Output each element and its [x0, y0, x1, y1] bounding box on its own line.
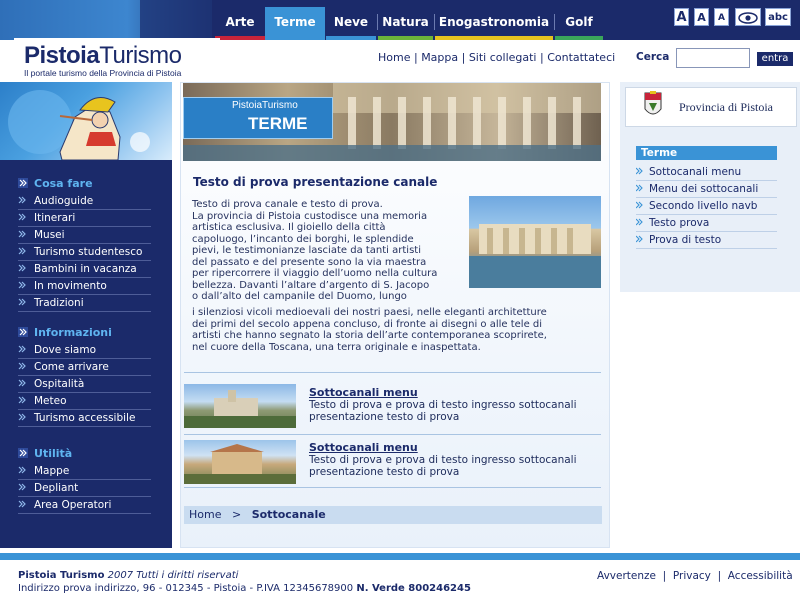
- right-menu-label: Testo prova: [649, 217, 710, 229]
- header-links: Home | Mappa | Siti collegati | Contattateci: [378, 51, 616, 64]
- high-contrast-button[interactable]: [735, 8, 761, 26]
- font-size-medium-label: A: [697, 11, 706, 24]
- footer-link-privacy[interactable]: Privacy: [672, 570, 711, 582]
- sidebar-item-label: Turismo accessibile: [34, 412, 136, 424]
- pinocchio-illustration: [0, 82, 172, 160]
- sidebar-item-label: Bambini in vacanza: [34, 263, 137, 275]
- font-size-medium-button[interactable]: [694, 8, 709, 26]
- intro-text-line: del passato e del presente sono la via maestra: [192, 256, 427, 268]
- header-link-home[interactable]: Home: [378, 51, 411, 64]
- breadcrumb-separator: >: [231, 508, 242, 521]
- footer-brand: Pistoia Turismo: [18, 570, 105, 581]
- breadcrumb-current: Sottocanale: [251, 508, 326, 521]
- right-menu-label: Menu dei sottocanali: [649, 183, 759, 195]
- intro-text-line: Testo di prova canale e testo di prova.: [192, 199, 383, 210]
- sidebar-item-ospitalita[interactable]: [18, 376, 151, 393]
- right-menu-item[interactable]: [636, 232, 777, 249]
- footer-accent-bar: [0, 553, 800, 560]
- sidebar-item-label: Musei: [34, 229, 65, 241]
- tab-label: Enogastronomia: [438, 15, 550, 29]
- double-chevron-icon: [18, 378, 28, 388]
- intro-text-line: nel cuore della Toscana, una terra originale e inaspettata.: [192, 341, 481, 353]
- tab-label: Terme: [274, 15, 316, 29]
- tab-neve[interactable]: [326, 7, 376, 37]
- intro-text-line: per ripercorrere il viaggio dell’uomo nella cultura: [192, 268, 438, 279]
- double-chevron-icon: [18, 195, 28, 205]
- villa-image: [184, 440, 296, 484]
- sidebar-item-meteo[interactable]: [18, 393, 151, 410]
- sidebar-item-in-movimento[interactable]: [18, 278, 151, 295]
- thermal-bath-photo: [469, 196, 601, 288]
- footer: [0, 560, 800, 610]
- right-menu-label: Sottocanali menu: [649, 166, 742, 178]
- double-chevron-icon: [636, 234, 644, 244]
- tab-label: Arte: [225, 15, 255, 29]
- divider: [184, 372, 601, 373]
- subchannel-description: Testo di prova e prova di testo ingresso sottocanali presentazione testo di prova: [309, 454, 577, 478]
- mascot-illustration: [0, 82, 172, 160]
- sidebar-item-bambini-in-vacanza[interactable]: [18, 261, 151, 278]
- sidebar-section-cosa-fare[interactable]: [18, 177, 93, 190]
- subchannel-thumbnail[interactable]: [184, 384, 296, 428]
- sidebar-item-label: Area Operatori: [34, 499, 112, 511]
- intro-text-line: dei primi del secolo appena concluso, di fronte ai disegni o alle tele di: [192, 318, 543, 330]
- header-link-siti-collegati[interactable]: Siti collegati: [468, 51, 537, 64]
- double-chevron-icon: [18, 327, 28, 337]
- intro-text-line: o dall’alto del campanile del Duomo, lungo: [192, 291, 407, 302]
- sidebar-item-musei[interactable]: [18, 227, 151, 244]
- tab-label: Natura: [382, 15, 429, 29]
- sidebar-section-title: Informazioni: [34, 326, 112, 339]
- double-chevron-icon: [18, 263, 28, 273]
- footer-address-line: [18, 583, 471, 594]
- text-only-button[interactable]: [765, 8, 791, 26]
- tab-terme[interactable]: [265, 7, 325, 37]
- double-chevron-icon: [18, 178, 28, 188]
- main-content: [180, 82, 610, 548]
- text-only-label: abc: [768, 12, 788, 23]
- intro-text-line: capoluogo, l’incanto dei borghi, le splendide: [192, 233, 414, 245]
- sidebar-section-title: Utilità: [34, 447, 73, 460]
- sidebar-item-label: Itinerari: [34, 212, 76, 224]
- sidebar-item-turismo-accessibile[interactable]: [18, 410, 151, 427]
- footer-links: Avvertenze | Privacy | Accessibilità: [597, 570, 793, 582]
- footer-green-number: N. Verde 800246245: [356, 583, 471, 594]
- double-chevron-icon: [636, 166, 644, 176]
- logo-bold: Pistoia: [24, 42, 100, 69]
- footer-link-accessibilita[interactable]: Accessibilità: [727, 570, 793, 582]
- site-logo[interactable]: [14, 38, 220, 82]
- province-crest-icon: [641, 91, 665, 121]
- right-menu-label: Prova di testo: [649, 234, 722, 246]
- sidebar-item-audioguide[interactable]: [18, 193, 151, 210]
- tab-golf[interactable]: [555, 7, 603, 37]
- banner-label: [183, 97, 333, 139]
- double-chevron-icon: [18, 344, 28, 354]
- font-size-large-label: A: [676, 10, 687, 25]
- double-chevron-icon: [18, 229, 28, 239]
- sidebar-item-tradizioni[interactable]: [18, 295, 151, 312]
- sidebar-section-informazioni[interactable]: [18, 326, 112, 339]
- sidebar-item-mappe[interactable]: [18, 463, 151, 480]
- logo-wordmark: [24, 42, 181, 70]
- double-chevron-icon: [18, 412, 28, 422]
- banner-title: TERME: [248, 114, 308, 133]
- banner-brand: PistoiaTurismo: [232, 100, 298, 111]
- sidebar-section-title: Cosa fare: [34, 177, 93, 190]
- intro-text-line: i silenziosi vicoli medioevali dei nostri paesi, nelle eleganti architetture: [192, 307, 547, 318]
- sidebar-item-come-arrivare[interactable]: [18, 359, 151, 376]
- header-link-mappa[interactable]: Mappa: [421, 51, 459, 64]
- double-chevron-icon: [18, 361, 28, 371]
- intro-text-line: bellezza. Davanti l’altare d’argento di S. Jacopo: [192, 279, 430, 291]
- right-menu-item[interactable]: [636, 198, 777, 215]
- breadcrumb-home[interactable]: Home: [189, 508, 222, 521]
- sidebar-item-label: Turismo studentesco: [34, 246, 143, 258]
- sidebar-item-label: Come arrivare: [34, 361, 109, 373]
- top-navigation: [0, 0, 800, 40]
- sidebar-item-depliant[interactable]: [18, 480, 151, 497]
- intro-text-line: artisti che hanno segnato la storia dell’arte contemporanea scoprirete,: [192, 330, 547, 341]
- double-chevron-icon: [18, 280, 28, 290]
- header-link-contattateci[interactable]: Contattateci: [547, 51, 616, 64]
- right-menu-item[interactable]: [636, 215, 777, 232]
- footer-link-avvertenze[interactable]: Avvertenze: [597, 570, 656, 582]
- intro-text-line: artistica esclusiva. Il gioiello della città: [192, 222, 386, 233]
- sidebar-item-label: Depliant: [34, 482, 79, 494]
- font-size-large-button[interactable]: [674, 8, 689, 26]
- double-chevron-icon: [18, 246, 28, 256]
- search-label: Cerca: [636, 51, 670, 63]
- intro-text-line: La provincia di Pistoia custodisce una memoria: [192, 210, 428, 222]
- intro-text-continued: [192, 307, 602, 353]
- double-chevron-icon: [18, 465, 28, 475]
- sidebar-item-label: Meteo: [34, 395, 67, 407]
- subchannel-link[interactable]: Sottocanali menu: [309, 441, 418, 454]
- eye-icon: [738, 12, 758, 24]
- sidebar-section-utilita[interactable]: [18, 447, 72, 460]
- divider: [184, 434, 601, 435]
- village-image: [184, 384, 296, 428]
- sidebar-item-turismo-studentesco[interactable]: [18, 244, 151, 261]
- subchannel-thumbnail[interactable]: [184, 440, 296, 484]
- tab-arte[interactable]: [215, 7, 265, 37]
- breadcrumb: [184, 506, 602, 524]
- right-column: [620, 82, 800, 292]
- tab-label: Golf: [565, 15, 593, 29]
- tab-natura[interactable]: [378, 7, 433, 37]
- font-size-small-label: A: [718, 13, 725, 23]
- province-name: Provincia di Pistoia: [679, 100, 773, 114]
- search-button[interactable]: entra: [757, 52, 793, 66]
- intro-text-line: pievi, le testimonianze lasciate da tanti artisti: [192, 245, 421, 256]
- right-menu-item[interactable]: [636, 181, 777, 198]
- sidebar-item-label: Tradizioni: [34, 297, 84, 309]
- double-chevron-icon: [18, 499, 28, 509]
- divider: [184, 487, 601, 488]
- province-banner[interactable]: [625, 87, 797, 127]
- footer-address: Indirizzo prova indirizzo, 96 - 012345 - Pistoia - P.IVA 12345678900: [18, 583, 354, 594]
- page-title: Testo di prova presentazione canale: [193, 175, 438, 189]
- footer-rights: 2007 Tutti i diritti riservati: [107, 570, 239, 581]
- logo-regular: Turismo: [99, 42, 182, 69]
- double-chevron-icon: [18, 395, 28, 405]
- font-size-small-button[interactable]: [714, 8, 729, 26]
- sidebar-item-label: Mappe: [34, 465, 70, 477]
- spa-building-image: [469, 196, 601, 288]
- sidebar-item-itinerari[interactable]: [18, 210, 151, 227]
- search-input[interactable]: [676, 48, 750, 68]
- double-chevron-icon: [18, 212, 28, 222]
- right-menu-item[interactable]: [636, 164, 777, 181]
- logo-tagline: Il portale turismo della Provincia di Pistoia: [24, 68, 182, 78]
- subchannel-description: Testo di prova e prova di testo ingresso sottocanali presentazione testo di prova: [309, 399, 577, 423]
- double-chevron-icon: [18, 482, 28, 492]
- sidebar-item-label: Audioguide: [34, 195, 94, 207]
- sidebar-item-label: Ospitalità: [34, 378, 85, 390]
- top-decoration-block: [140, 0, 212, 40]
- subchannel-link[interactable]: Sottocanali menu: [309, 386, 418, 399]
- sidebar-item-dove-siamo[interactable]: [18, 342, 151, 359]
- double-chevron-icon: [18, 448, 28, 458]
- tab-enogastronomia[interactable]: [435, 7, 553, 37]
- double-chevron-icon: [18, 297, 28, 307]
- right-menu-heading: Terme: [636, 146, 777, 160]
- footer-copyright: [18, 570, 238, 581]
- intro-text: [192, 199, 467, 303]
- channel-banner: [183, 83, 601, 161]
- sidebar-item-area-operatori[interactable]: [18, 497, 151, 514]
- right-menu-label: Secondo livello navb: [649, 200, 758, 212]
- sidebar-item-label: Dove siamo: [34, 344, 96, 356]
- double-chevron-icon: [636, 200, 644, 210]
- double-chevron-icon: [636, 183, 644, 193]
- sidebar-item-label: In movimento: [34, 280, 107, 292]
- tab-label: Neve: [333, 15, 369, 29]
- double-chevron-icon: [636, 217, 644, 227]
